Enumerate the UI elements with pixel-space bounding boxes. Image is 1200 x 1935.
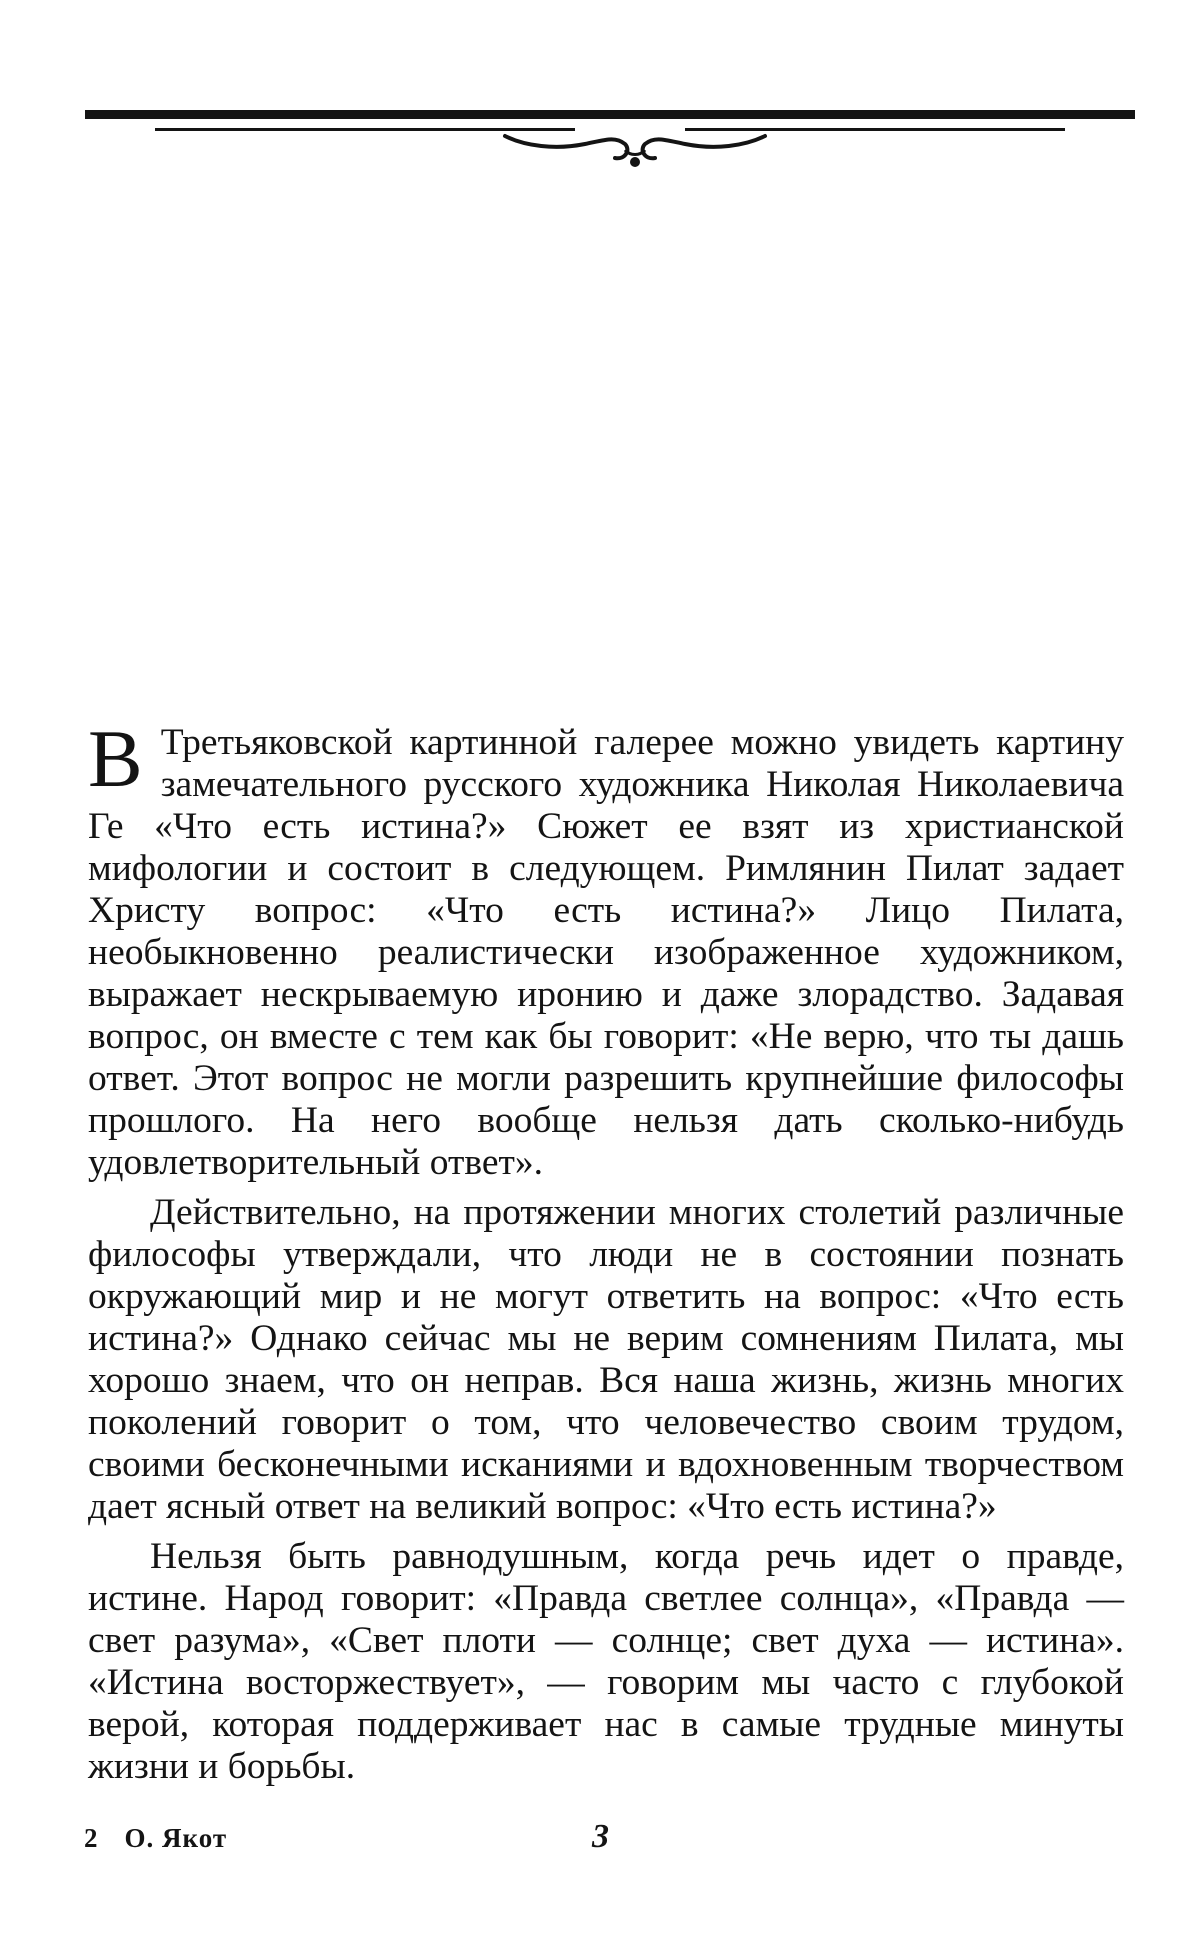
page-number: 3 — [592, 1818, 609, 1855]
paragraph-1 — [88, 713, 1124, 1184]
paragraph-3: Нельзя быть равнодушным, когда речь идет о правде, истине. Народ говорит: «Правда светлее солнца», «Правда — свет разума», «Свет плоти — солнце; свет духа — истина». «Истина восторжествует», — говорим мы часто с глубокой верой, которая поддерживает нас в самые трудные минуты жизни и борьбы. — [88, 1536, 1124, 1787]
signature-number: 2 — [84, 1823, 99, 1853]
body-text — [88, 713, 1124, 1788]
drop-cap-initial: В — [88, 713, 143, 804]
paragraph-1-text: Третьяковской картинной галерее можно увидеть картину замечательного русского художника Николая Николаевича Ге «Что есть истина?» Сюжет ее взят из христианской мифологии и состоит в следующем. Римлянин Пилат задает Христу вопрос: «Что есть истина?» Лицо Пилата, необыкновенно реалистически изображенное художником, выражает нескрываемую иронию и даже злорадство. Задавая вопрос, он вместе с тем как бы говорит: «Не верю, что ты дашь ответ. Этот вопрос не могли разрешить крупнейшие философы прошлого. На него вообще нельзя дать сколько-нибудь удовлетворительный ответ». — [88, 722, 1124, 1183]
header-rule-ornament-icon — [85, 100, 1135, 180]
printer-signature — [84, 1823, 227, 1854]
signature-text: О. Якот — [124, 1823, 228, 1853]
paragraph-2: Действительно, на протяжении многих столетий различные философы утверждали, что люди не в состоянии познать окружающий мир и не могут ответить на вопрос: «Что есть истина?» Однако сейчас мы не верим сомнениям Пилата, мы хорошо знаем, что он неправ. Вся наша жизнь, жизнь многих поколений говорит о том, что человечество своим трудом, своими бесконечными исканиями и вдохновенным творчеством дает ясный ответ на великий вопрос: «Что есть истина?» — [88, 1192, 1124, 1527]
